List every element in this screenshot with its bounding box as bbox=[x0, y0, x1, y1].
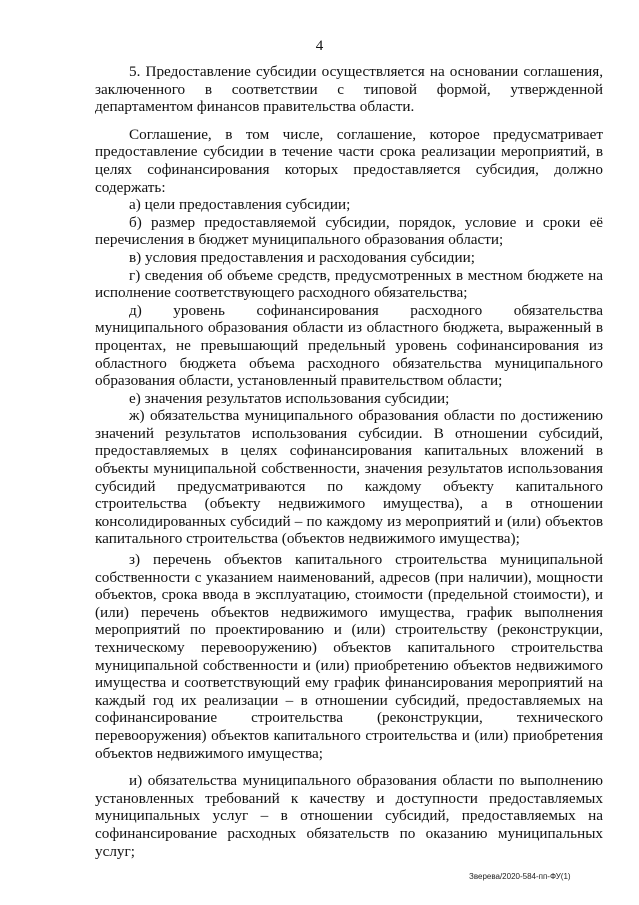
item-z: з) перечень объектов капитального строительства муниципальной собственности с указанием наименований, адресов (при наличии), мощности объектов, срока ввода в эксплуатацию, стоимости (предельной стоимости), и (или) перечень объектов недвижимого имущества, график выполнения мероприятий по проектированию и (или) строительству (реконструкции, техническому перевооружению) объектов капитального строительства муниципальной собственности и (или) приобретению объектов недвижимого имущества и соответствующий ему график финансирования мероприятий на каждый год их реализации – в отношении субсидий, предоставляемых на софинансирование строительства (реконструкции, технического перевооружения) объектов капитального строительства и (или) приобретения объектов недвижимого имущества; bbox=[95, 551, 603, 762]
paragraph-5: 5. Предоставление субсидии осуществляется на основании соглашения, заключенного в соответствии с типовой формой, утвержденной департаментом финансов правительства области. bbox=[95, 63, 603, 116]
page-number: 4 bbox=[315, 38, 324, 54]
item-d: д) уровень софинансирования расходного обязательства муниципального образования области из областного бюджета, выраженный в процентах, не превышающий предельный уровень софинансирования из областного бюджета объема расходного обязательства муниципального образования области, установленный правительством области; bbox=[95, 301, 603, 390]
document-code: Зверева/2020-584-пп-ФУ(1) bbox=[469, 872, 571, 881]
item-a: а) цели предоставления субсидии; bbox=[129, 196, 351, 214]
paragraph-agreement: Соглашение, в том числе, соглашение, которое предусматривает предоставление субсидии в течение части срока реализации мероприятий, в целях софинансирования которых предоставляется субсидия, должно содержать: bbox=[95, 125, 603, 196]
document-body bbox=[95, 63, 603, 860]
item-b: б) размер предоставляемой субсидии, порядок, условие и сроки её перечисления в бюджет муниципального образования области; bbox=[95, 213, 603, 249]
item-v: в) условия предоставления и расходования субсидии; bbox=[129, 248, 475, 266]
item-zh: ж) обязательства муниципального образования области по достижению значений результатов использования субсидии. В отношении субсидий, предоставляемых в целях софинансирования капитальных вложений в объекты муниципальной собственности, значения результатов использования субсидий предусматриваются по каждому объекту капитального строительства (объекту недвижимого имущества), а в отношении консолидированных субсидий – по каждому из мероприятий и (или) объектов капитального строительства (объектов недвижимого имущества); bbox=[95, 407, 603, 548]
item-i: и) обязательства муниципального образования области по выполнению установленных требований к качеству и доступности предоставляемых муниципальных услуг – в отношении субсидий, предоставляемых на софинансирование расходных обязательств по оказанию муниципальных услуг; bbox=[95, 772, 603, 860]
item-e: е) значения результатов использования субсидии; bbox=[129, 389, 450, 407]
item-g: г) сведения об объеме средств, предусмотренных в местном бюджете на исполнение соответствующего расходного обязательства; bbox=[95, 266, 603, 302]
